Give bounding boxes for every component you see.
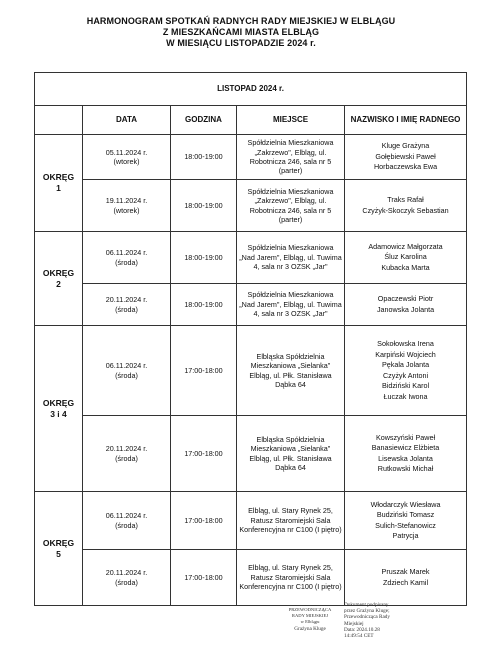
meeting-date: 06.11.2024 r. [105,361,148,371]
councillor-name: Pruszak Marek [381,567,430,576]
councillor-name: Czyżyk-Skoczyk Sebastian [362,205,449,215]
title-line: HARMONOGRAM SPOTKAŃ RADNYCH RADY MIEJSKIEJ W ELBLĄGU [86,16,396,26]
councillor-name: Janowska Jolanta [376,304,435,314]
place-cell: Spółdzielnia Mieszkaniowa „Nad Jarem", Elbląg, ul. Tuwima 4, sala nr 3 OZSK „Jar" [237,284,345,326]
time-cell: 18:00-19:00 [171,135,237,180]
stamp-line: w Elblągu [300,619,320,624]
place-cell: Spółdzielnia Mieszkaniowa „Nad Jarem", Elbląg, ul. Tuwima 4, sala nr 3 OZSK „Jar" [237,232,345,284]
title-line: Z MIESZKAŃCAMI MIASTA ELBLĄG [162,27,320,37]
councillor-name: Śluz Karolina [384,252,427,262]
table-row [35,135,467,180]
date-cell [83,416,171,492]
official-stamp [280,607,340,632]
councillor-name: Kubacka Marta [381,262,430,272]
place-cell: Elbląska Spółdzielnia Mieszkaniowa „Sielanka" Elbląg, ul. Płk. Stanisława Dąbka 64 [237,416,345,492]
meeting-day: (środa) [115,453,138,463]
stamp-signature-name: Grażyna Kluge [294,626,326,632]
time-cell: 17:00-18:00 [171,326,237,416]
stamp-line: PRZEWODNICZĄCA [288,607,332,612]
district-cell [35,326,83,492]
district-number: 5 [56,548,61,559]
digital-signature-note [344,602,434,639]
meeting-date: 20.11.2024 r. [105,295,148,305]
councillors-cell [345,180,467,232]
district-label: OKRĘG [42,397,75,408]
district-label: OKRĘG [42,172,75,182]
time-cell: 18:00-19:00 [171,232,237,284]
signature-line: Data: 2024.10.28 [344,626,380,633]
councillor-name: Adamowicz Małgorzata [368,241,443,251]
names-column-header: NAZWISKO I IMIĘ RADNEGO [345,106,467,135]
month-header: LISTOPAD 2024 r. [35,73,467,106]
district-column-header [35,106,83,135]
title-line: W MIESIĄCU LISTOPADZIE 2024 r. [166,38,316,48]
place-cell: Elbląg, ul. Stary Rynek 25, Ratusz Staromiejski Sala Konferencyjna nr C100 (I piętro) [237,550,345,606]
time-cell: 17:00-18:00 [171,416,237,492]
meeting-date: 06.11.2024 r. [105,511,148,521]
time-column-header: GODZINA [171,106,237,135]
table-row [35,416,467,492]
time-cell: 17:00-18:00 [171,492,237,550]
councillor-name: Gołębiewski Paweł [375,151,436,161]
councillors-cell [345,232,467,284]
date-cell [83,180,171,232]
councillor-name: Opaczewski Piotr [377,294,434,303]
date-cell [83,326,171,416]
councillor-name: Budziński Tomasz [376,510,435,519]
date-column-header: DATA [83,106,171,135]
table-row [35,492,467,550]
district-number: 3 i 4 [50,408,67,419]
signature-line: Przewodnicząca Rady [344,614,390,621]
district-label: OKRĘG [42,537,75,548]
councillors-cell [345,492,467,550]
date-cell [83,135,171,180]
stamp-line: RADY MIEJSKIEJ [291,613,329,618]
district-number: 1 [56,183,61,193]
councillor-name: Włodarczyk Wiesława [370,499,441,509]
time-cell: 18:00-19:00 [171,284,237,326]
place-cell: Spółdzielnia Mieszkaniowa „Zakrzewo", Elbląg, ul. Robotnicza 246, sala nr 5 (parter) [237,180,345,232]
time-cell: 18:00-19:00 [171,180,237,232]
signature-line: przez Grażyna Kluge; [344,608,390,615]
councillor-name: Czyżyk Antoni [382,370,429,380]
councillor-name: Rutkowski Michał [377,464,434,473]
date-cell [83,232,171,284]
meeting-day: (środa) [115,257,138,267]
district-label: OKRĘG [42,267,75,278]
time-cell: 17:00-18:00 [171,550,237,606]
meeting-day: (środa) [115,520,138,530]
councillor-name: Horbaczewska Ewa [373,162,438,172]
table-row [35,284,467,326]
signature-line: Dokument podpisany [344,602,389,608]
councillors-cell [345,326,467,416]
district-cell [35,492,83,606]
date-cell [83,492,171,550]
signature-line: 14:49:54 CET [344,633,374,640]
signature-line: Miejskiej [344,620,364,627]
meeting-date: 20.11.2024 r. [105,444,148,454]
meeting-day: (środa) [115,370,138,380]
councillors-cell [345,135,467,180]
table-row [35,550,467,606]
councillor-name: Pękala Jolanta [381,360,430,369]
place-column-header: MIEJSCE [237,106,345,135]
district-cell [35,135,83,232]
councillor-name: Kluge Grażyna [381,141,430,151]
councillors-cell [345,416,467,492]
councillor-name: Karpiński Wojciech [375,349,436,359]
document-title [0,16,482,49]
table-row [35,180,467,232]
councillor-name: Sokołowska Irena [377,339,434,348]
place-cell: Elbląska Spółdzielnia Mieszkaniowa „Sielanka" Elbląg, ul. Płk. Stanisława Dąbka 64 [237,326,345,416]
councillor-name: Patrycja [392,531,419,540]
councillor-name: Łuczak Iwona [383,391,428,401]
meeting-date: 19.11.2024 r. [105,196,148,206]
date-cell [83,284,171,326]
councillor-name: Kowszyński Paweł [375,432,436,442]
table-row [35,232,467,284]
meeting-date: 06.11.2024 r. [105,248,148,258]
councillor-name: Lisewska Jolanta [378,453,433,463]
meeting-day: (wtorek) [113,205,140,215]
meeting-day: (środa) [115,304,138,314]
councillor-name: Traks Rafał [387,195,424,204]
table-row [35,326,467,416]
place-cell: Spółdzielnia Mieszkaniowa „Zakrzewo", Elbląg, ul. Robotnicza 246, sala nr 5 (parter) [237,135,345,180]
schedule-table [34,72,467,606]
councillors-cell [345,550,467,606]
meeting-day: (środa) [115,577,138,587]
councillor-name: Sulich-Stefanowicz [375,520,436,530]
district-cell [35,232,83,326]
place-cell: Elbląg, ul. Stary Rynek 25, Ratusz Staromiejski Sala Konferencyjna nr C100 (I piętro) [237,492,345,550]
councillor-name: Banasiewicz Elżbieta [371,443,440,452]
councillors-cell [345,284,467,326]
councillor-name: Zdziech Kamil [382,577,429,587]
meeting-day: (wtorek) [113,157,140,166]
district-number: 2 [56,278,61,289]
meeting-date: 05.11.2024 r. [105,147,148,157]
councillor-name: Bidziński Karol [381,381,430,390]
date-cell [83,550,171,606]
meeting-date: 20.11.2024 r. [105,568,148,578]
